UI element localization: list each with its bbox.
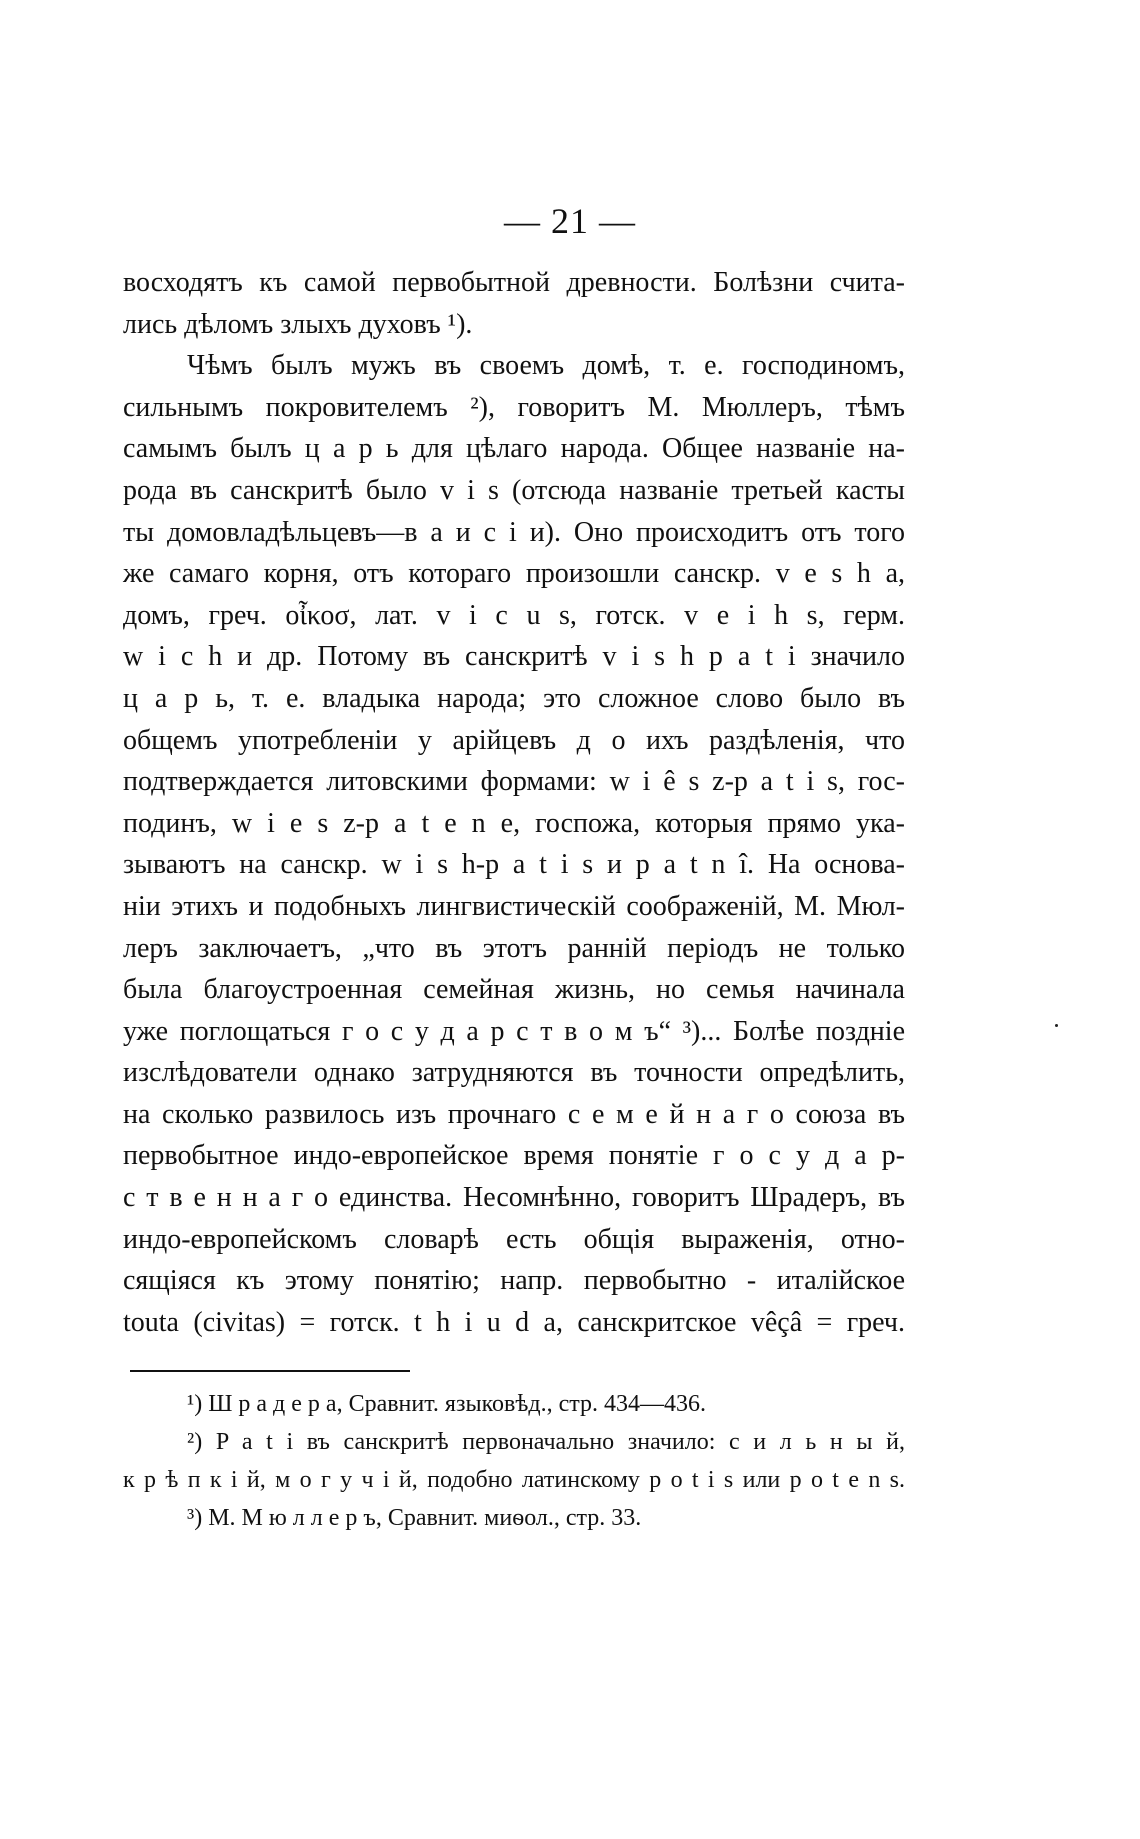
text-line: леръ заключаетъ, „что въ этотъ ранній періодъ не только <box>123 932 905 964</box>
footnote-2: ²) P a t i въ санскритѣ первоначально значило: с и л ь н ы й, <box>187 1429 905 1455</box>
text-line: изслѣдователи однако затрудняются въ точности опредѣлить, <box>123 1057 905 1089</box>
footnotes <box>123 1385 905 1537</box>
text-line: уже поглощаться г о с у д а р с т в о м ъ“ ³)... Болѣе поздніе <box>123 1015 905 1047</box>
footnote-1: ¹) Ш р а д е р а, Сравнит. языковѣд., стр. 434—436. <box>187 1391 707 1417</box>
text-line: сящіяся къ этому понятію; напр. первобытно - италійское <box>123 1265 905 1297</box>
footnote-2-continuation: к р ѣ п к і й, м о г у ч і й, подобно латинскому p o t i s или p o t e n s. <box>123 1467 905 1493</box>
footnote-divider <box>130 1370 410 1372</box>
body-text <box>123 262 905 1343</box>
text-line: ц а р ь, т. е. владыка народа; это сложное слово было въ <box>123 682 905 714</box>
text-line: ніи этихъ и подобныхъ лингвистическій соображеній, М. Мюл- <box>123 890 905 922</box>
text-line: подинъ, w i e s z-p a t e n e, госпожа, которыя прямо ука- <box>123 807 905 839</box>
text-line: на сколько развилось изъ прочнаго с е м е й н а г о союза въ <box>123 1098 905 1130</box>
text-line: домъ, греч. οἶκοσ, лат. v i c u s, готск. v e i h s, герм. <box>123 599 905 631</box>
page-number: — 21 — <box>504 201 636 241</box>
text-line: сильнымъ покровителемъ ²), говоритъ М. Мюллеръ, тѣмъ <box>123 391 905 423</box>
text-line: зываютъ на санскр. w i s h-p a t i s и p a t n î. На основа- <box>123 849 905 881</box>
text-line: первобытное индо-европейское время понятіе г о с у д а р- <box>123 1140 905 1172</box>
text-line: с т в е н н а г о единства. Несомнѣнно, говоритъ Шрадеръ, въ <box>123 1182 905 1214</box>
text-line: ты домовладѣльцевъ—в а и с і и). Оно происходитъ отъ того <box>123 516 905 548</box>
text-line: w i c h и др. Потому въ санскритѣ v i s h p a t i значило <box>123 641 905 673</box>
text-line: touta (civitas) = готск. t h i u d a, санскритское vêçâ = греч. <box>123 1306 905 1338</box>
text-line: же самаго корня, отъ котораго произошли санскр. v e s h a, <box>123 558 905 590</box>
text-line: самымъ былъ ц а р ь для цѣлаго народа. Общее названіе на- <box>123 433 905 465</box>
scan-speck <box>1055 1024 1058 1027</box>
text-line: общемъ употребленіи у арійцевъ д о ихъ раздѣленія, что <box>123 724 905 756</box>
text-line: подтверждается литовскими формами: w i ê s z-p a t i s, гос- <box>123 766 905 798</box>
footnote-3: ³) М. М ю л л е р ъ, Сравнит. миѳол., стр. 33. <box>187 1505 642 1531</box>
text-line: была благоустроенная семейная жизнь, но семья начинала <box>123 974 905 1006</box>
text-line: Чѣмъ былъ мужъ въ своемъ домѣ, т. е. господиномъ, <box>187 350 905 382</box>
text-line: лись дѣломъ злыхъ духовъ ¹). <box>123 308 473 340</box>
text-line: восходятъ къ самой первобытной древности. Болѣзни счита- <box>123 267 905 298</box>
text-line: рода въ санскритѣ было v i s (отсюда названіе третьей касты <box>123 474 905 506</box>
text-line: индо-европейскомъ словарѣ есть общія выраженія, отно- <box>123 1223 905 1255</box>
